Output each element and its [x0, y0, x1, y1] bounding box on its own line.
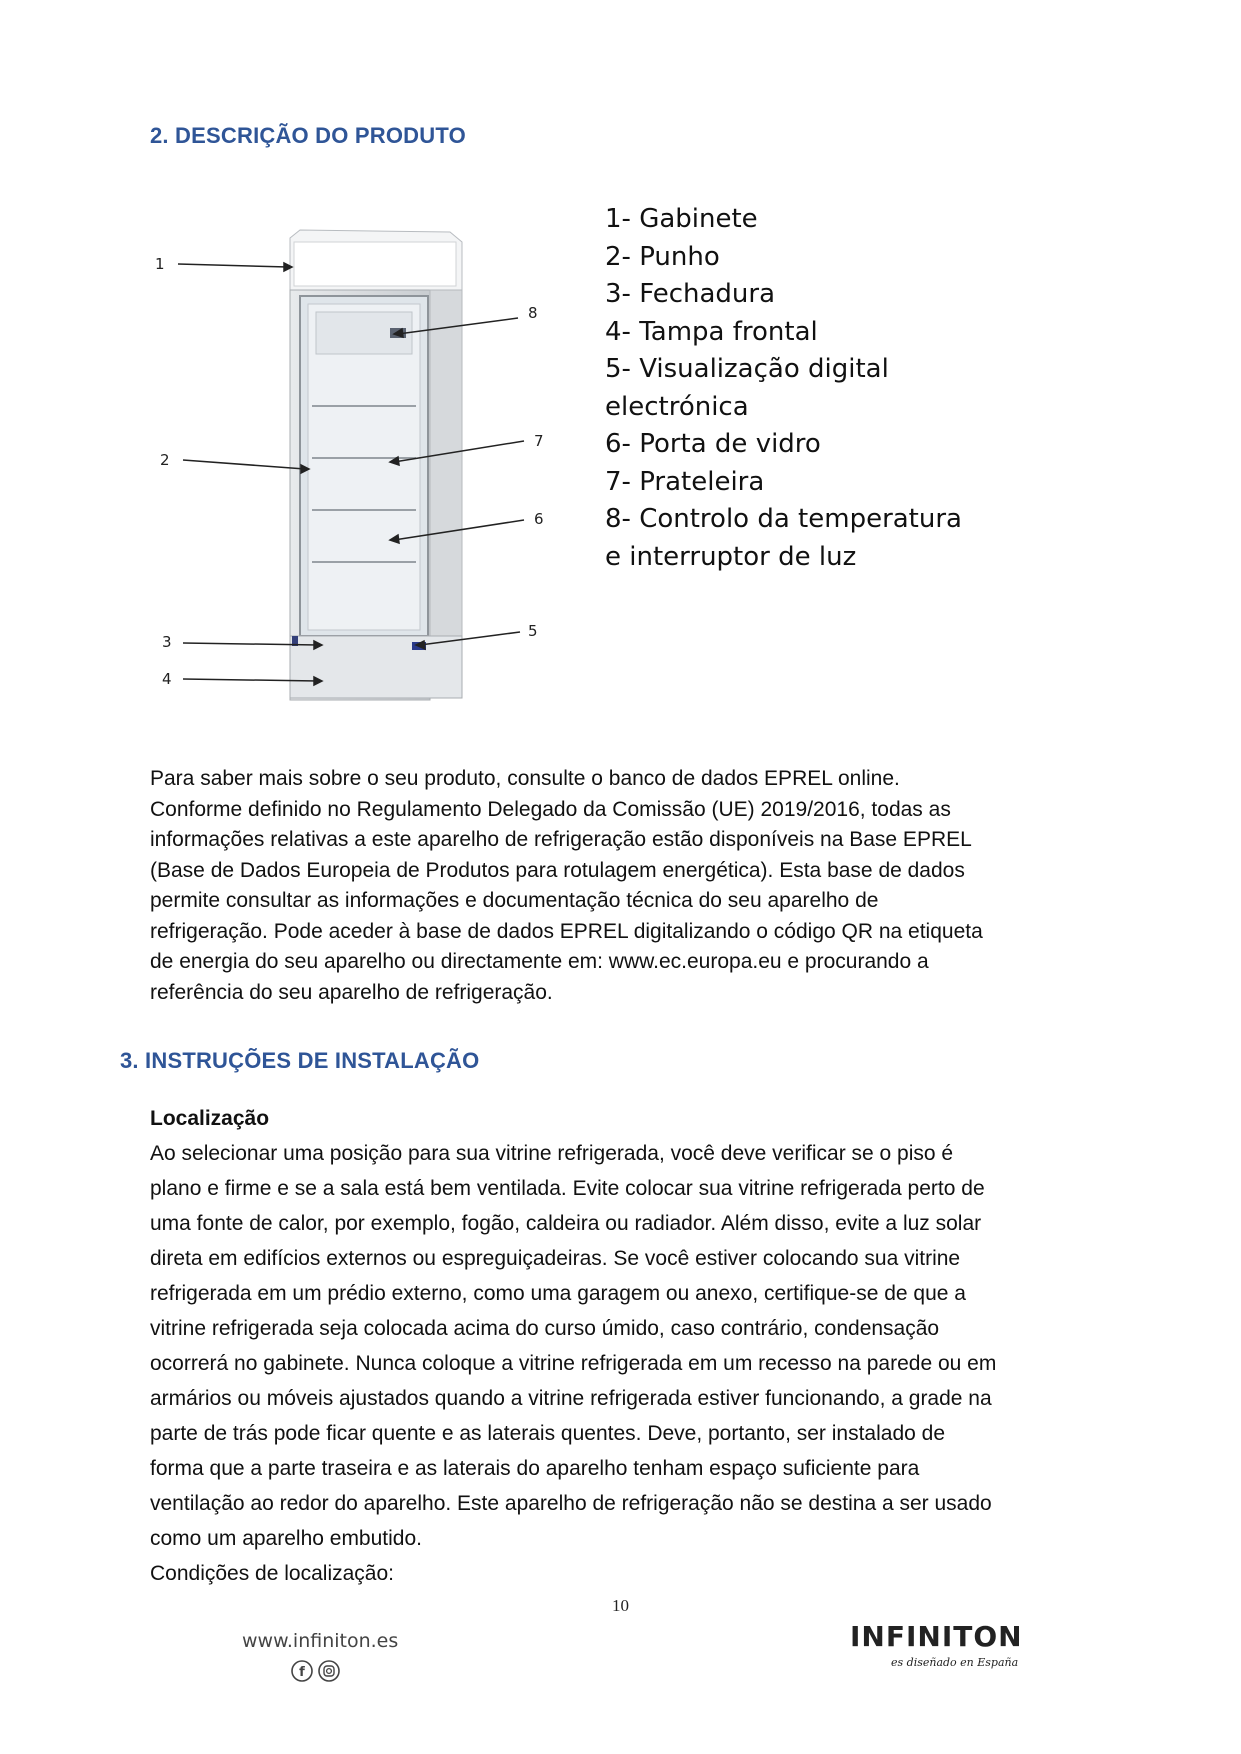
- parts-line: electrónica: [605, 391, 749, 422]
- page-number: 10: [612, 1596, 629, 1615]
- paragraph-line: ventilação ao redor do aparelho. Este aparelho de refrigeração não se destina a ser usado: [150, 1492, 992, 1515]
- parts-line: 7- Prateleira: [605, 466, 765, 497]
- callout-2: 2: [160, 451, 170, 469]
- paragraph-line: (Base de Dados Europeia de Produtos para rotulagem energética). Esta base de dados: [150, 858, 965, 882]
- parts-line: e interruptor de luz: [605, 541, 857, 572]
- instagram-icon[interactable]: [318, 1660, 340, 1687]
- paragraph-line: referência do seu aparelho de refrigeração.: [150, 980, 553, 1004]
- paragraph-line: vitrine refrigerada seja colocada acima do curso úmido, caso contrário, condensação: [150, 1317, 940, 1340]
- parts-line: 1- Gabinete: [605, 204, 758, 234]
- paragraph-line: armários ou móveis ajustados quando a vitrine refrigerada estiver funcionando, a grade na: [150, 1387, 992, 1410]
- paragraph-line: direta em edifícios externos ou espreguiçadeiras. Se você estiver colocando sua vitrine: [150, 1247, 961, 1270]
- paragraph-line: plano e firme e se a sala está bem ventilada. Evite colocar sua vitrine refrigerada perto de: [150, 1177, 985, 1200]
- location-paragraph: [150, 1136, 1130, 1591]
- section-3-heading: 3. INSTRUÇÕES DE INSTALAÇÃO: [120, 1048, 480, 1073]
- paragraph-line: como um aparelho embutido.: [150, 1527, 422, 1550]
- callout-7: 7: [534, 432, 544, 450]
- paragraph-line: informações relativas a este aparelho de refrigeração estão disponíveis na Base EPREL: [150, 828, 972, 851]
- svg-text:f: f: [299, 1665, 305, 1680]
- parts-line: 5- Visualização digital: [605, 354, 889, 384]
- eprel-paragraph: [150, 764, 1130, 1008]
- paragraph-line: uma fonte de calor, por exemplo, fogão, caldeira ou radiador. Além disso, evite a luz solar: [150, 1212, 982, 1235]
- paragraph-line: forma que a parte traseira e as laterais do aparelho tenham espaço suficiente para: [150, 1457, 920, 1480]
- paragraph-line: Para saber mais sobre o seu produto, consulte o banco de dados EPREL online.: [150, 767, 900, 790]
- callout-8: 8: [528, 304, 538, 322]
- callout-5: 5: [528, 622, 538, 640]
- logo-tagline: es diseñado en España: [891, 1656, 1019, 1669]
- parts-list: [605, 201, 1025, 576]
- callout-4: 4: [162, 670, 172, 688]
- paragraph-line: refrigeração. Pode aceder à base de dados EPREL digitalizando o código QR na etiqueta: [150, 919, 983, 943]
- paragraph-line: refrigerada em um prédio externo, como uma garagem ou anexo, certifique-se de que a: [150, 1282, 966, 1305]
- paragraph-line: permite consultar as informações e documentação técnica do seu aparelho de: [150, 889, 879, 912]
- callout-6: 6: [534, 510, 544, 528]
- paragraph-line: Condições de localização:: [150, 1562, 394, 1585]
- parts-line: 4- Tampa frontal: [605, 316, 818, 347]
- location-subheading: Localização: [150, 1107, 270, 1130]
- paragraph-line: ocorrerá no gabinete. Nunca coloque a vitrine refrigerada em um recesso na parede ou em: [150, 1352, 997, 1375]
- infiniton-logo: INFINITON: [850, 1620, 1023, 1653]
- paragraph-line: de energia do seu aparelho ou directamente em: www.ec.europa.eu e procurando a: [150, 950, 929, 973]
- parts-line: 6- Porta de vidro: [605, 429, 821, 459]
- section-2-heading: 2. DESCRIÇÃO DO PRODUTO: [150, 123, 466, 148]
- facebook-icon[interactable]: [291, 1660, 313, 1687]
- footer-website[interactable]: www.infiniton.es: [242, 1630, 399, 1652]
- parts-line: 2- Punho: [605, 241, 720, 272]
- callout-3: 3: [162, 633, 172, 651]
- paragraph-line: Ao selecionar uma posição para sua vitrine refrigerada, você deve verificar se o piso é: [150, 1142, 954, 1165]
- parts-line: 8- Controlo da temperatura: [605, 504, 962, 534]
- parts-line: 3- Fechadura: [605, 279, 776, 309]
- paragraph-line: parte de trás pode ficar quente e as laterais quentes. Deve, portanto, ser instalado de: [150, 1422, 945, 1445]
- paragraph-line: Conforme definido no Regulamento Delegado da Comissão (UE) 2019/2016, todas as: [150, 797, 951, 821]
- callout-1: 1: [155, 255, 165, 273]
